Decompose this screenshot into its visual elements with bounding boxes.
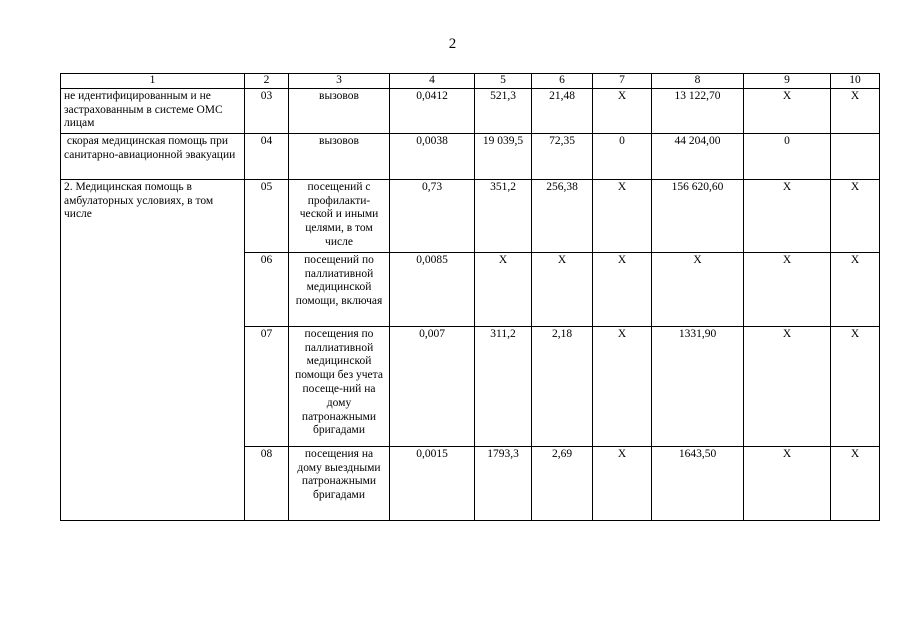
row-code: 06 [245,252,289,326]
cell-col5: 311,2 [475,326,532,446]
column-header: 6 [532,74,593,89]
row-name: не идентифицированным и не застрахованным в системе ОМС лицам [61,88,245,133]
cell-col4: 0,73 [390,179,475,252]
cell-col4: 0,0412 [390,88,475,133]
cell-col7: X [593,88,652,133]
row-unit: посещения по паллиативной медицинской помощи без учета посеще-ний на дому патронажными бригадами [289,326,390,446]
cell-col6: 2,69 [532,446,593,520]
column-header: 9 [744,74,831,89]
cell-col10: X [831,326,880,446]
cell-col7: X [593,326,652,446]
row-unit: вызовов [289,133,390,179]
cell-col10: X [831,179,880,252]
cell-col8: 1643,50 [652,446,744,520]
cell-col9: X [744,326,831,446]
table-row [61,88,880,133]
cell-col6: 2,18 [532,326,593,446]
data-table [60,73,880,521]
column-header: 4 [390,74,475,89]
cell-col5: 19 039,5 [475,133,532,179]
cell-col5: 1793,3 [475,446,532,520]
column-header: 5 [475,74,532,89]
row-unit: вызовов [289,88,390,133]
cell-col10: X [831,88,880,133]
cell-col7: X [593,252,652,326]
row-code: 05 [245,179,289,252]
row-name: скорая медицинская помощь при санитарно-авиационной эвакуации [61,133,245,179]
column-header: 10 [831,74,880,89]
cell-col7: X [593,446,652,520]
cell-col9: X [744,446,831,520]
page-number: 2 [448,36,457,52]
cell-col10: X [831,446,880,520]
table-row [61,179,880,252]
cell-col8: 44 204,00 [652,133,744,179]
cell-col9: X [744,252,831,326]
cell-col9: 0 [744,133,831,179]
table-header-row [61,74,880,89]
column-header: 8 [652,74,744,89]
row-unit: посещений с профилакти-ческой и иными целями, в том числе [289,179,390,252]
row-code: 04 [245,133,289,179]
cell-col6: 72,35 [532,133,593,179]
cell-col10: X [831,252,880,326]
cell-col5: 351,2 [475,179,532,252]
cell-col8: 1331,90 [652,326,744,446]
cell-col5: 521,3 [475,88,532,133]
cell-col9: X [744,179,831,252]
table-row [61,133,880,179]
row-code: 08 [245,446,289,520]
row-code: 03 [245,88,289,133]
cell-col4: 0,007 [390,326,475,446]
row-code: 07 [245,326,289,446]
column-header: 7 [593,74,652,89]
column-header: 2 [245,74,289,89]
cell-col6: X [532,252,593,326]
row-unit: посещений по паллиативной медицинской помощи, включая [289,252,390,326]
row-name: 2. Медицинская помощь в амбулаторных условиях, в том числе [61,179,245,520]
cell-col8: 13 122,70 [652,88,744,133]
cell-col9: X [744,88,831,133]
cell-col7: X [593,179,652,252]
cell-col6: 256,38 [532,179,593,252]
column-header: 1 [61,74,245,89]
cell-col8: 156 620,60 [652,179,744,252]
cell-col5: X [475,252,532,326]
cell-col8: X [652,252,744,326]
cell-col4: 0,0038 [390,133,475,179]
column-header: 3 [289,74,390,89]
cell-col6: 21,48 [532,88,593,133]
cell-col10 [831,133,880,179]
cell-col4: 0,0015 [390,446,475,520]
row-unit: посещения на дому выездными патронажными бригадами [289,446,390,520]
cell-col7: 0 [593,133,652,179]
cell-col4: 0,0085 [390,252,475,326]
